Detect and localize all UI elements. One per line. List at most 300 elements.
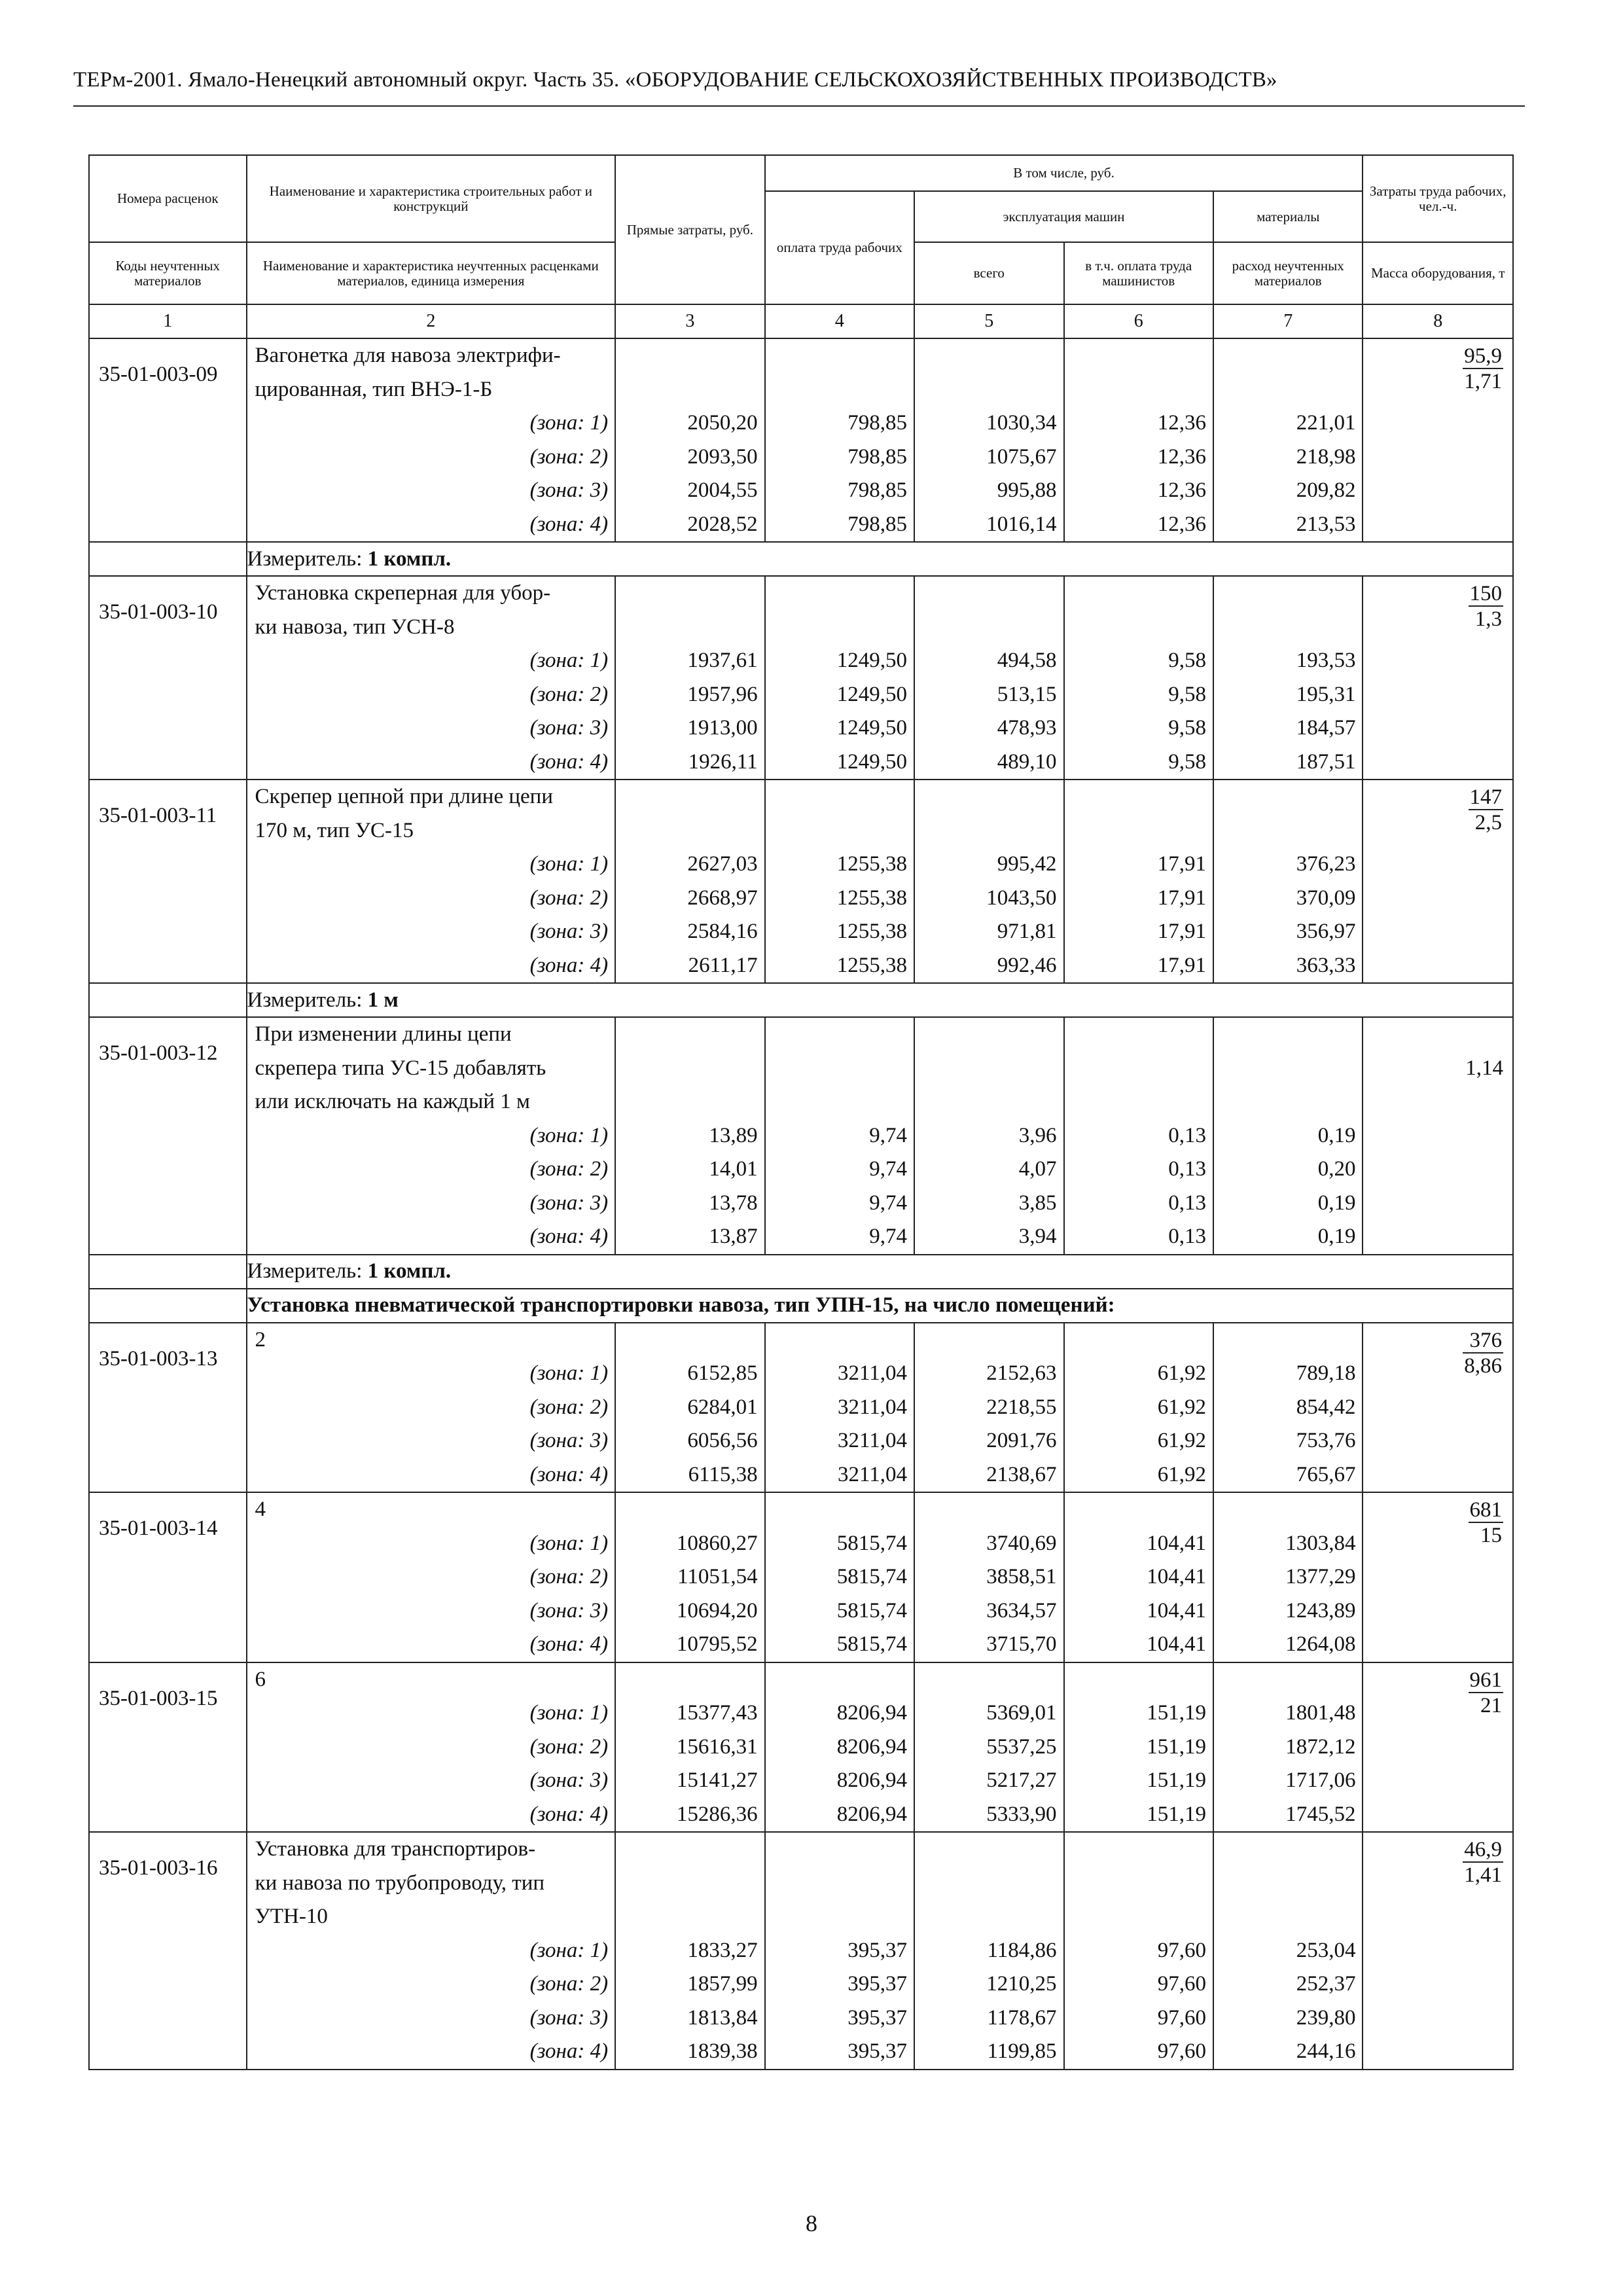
direct-costs-value: 10860,27 [676,1531,758,1555]
spacer [1214,1323,1363,1357]
labor-hours-value: 46,9 [1464,1838,1502,1861]
machines-total-value: 3740,69 [986,1531,1057,1555]
spacer [1065,814,1213,848]
worker-wages-value: 395,37 [847,2005,908,2030]
machinist-wages-value: 17,91 [1157,920,1206,943]
spacer [1214,1833,1363,1867]
direct-costs-value: 6152,85 [687,1361,758,1385]
spacer [766,1900,914,1934]
column-number: 8 [1363,304,1513,338]
machines-total-value: 1210,25 [986,1972,1057,1996]
machines-total-value: 2138,67 [986,1462,1057,1486]
estimate-code: 35-01-003-10 [89,576,247,780]
equipment-mass-cell [1363,780,1513,983]
worker-wages-value: 3211,04 [838,1395,908,1419]
spacer [1214,1493,1363,1527]
estimate-code: 35-01-003-09 [89,338,247,542]
spacer [616,1493,764,1527]
estimate-row [89,1832,1513,2070]
labor-mass-fraction [1463,1330,1503,1377]
spacer [915,373,1063,407]
worker-wages-value: 1249,50 [836,682,908,706]
estimate-name-line: Установка скреперная для убор- [255,581,551,605]
spacer [1214,780,1363,814]
zone-label: (зона: 3) [529,2005,609,2030]
measure-unit-code-cell [89,542,247,576]
machinist-wages-value: 9,58 [1168,716,1206,740]
worker-wages-value: 8206,94 [836,1734,908,1759]
measure-unit-row [89,542,1513,576]
spacer [915,1900,1063,1934]
direct-costs-value-cell [615,1662,764,1833]
materials-value: 1243,89 [1285,1598,1356,1623]
materials-value-cell [1213,338,1363,542]
zone-label: (зона: 1) [529,1938,609,1962]
worker-wages-value: 3211,04 [838,1361,908,1385]
materials-value: 187,51 [1296,749,1356,774]
zone-label: (зона: 3) [529,1191,609,1215]
estimate-name-line: 4 [255,1498,266,1521]
machinist-wages-value: 0,13 [1168,1191,1206,1215]
materials-value: 753,76 [1296,1429,1356,1452]
materials-value-cell [1213,1662,1363,1833]
machines-total-value: 992,46 [997,953,1057,977]
col-header-material-names: Наименование и характеристика неучтенных расценками материалов, единица измерения [247,242,616,304]
materials-value: 252,37 [1296,1972,1356,1996]
measure-unit-value: 1 м [367,988,399,1012]
equipment-mass-cell [1363,338,1513,542]
worker-wages-value: 8206,94 [836,1701,908,1725]
estimate-name-line: Скрепер цепной при длине цепи [255,785,553,808]
estimate-name-cell [247,576,616,780]
measure-unit-label: Измеритель: [247,1259,368,1283]
equipment-mass-cell [1363,1017,1513,1255]
machinist-wages-value: 12,36 [1157,478,1206,502]
direct-costs-value: 6115,38 [688,1462,758,1486]
spacer [766,814,914,848]
zone-label: (зона: 1) [529,1361,609,1385]
equipment-mass-cell [1363,1323,1513,1493]
machines-total-value: 1016,14 [986,512,1057,536]
zone-label: (зона: 1) [529,649,609,672]
zone-label: (зона: 3) [529,1768,609,1792]
machines-total-value: 995,42 [997,852,1057,876]
worker-wages-value: 9,74 [869,1123,908,1147]
col-header-codes-top: Номера расценок [89,155,247,242]
direct-costs-value: 15377,43 [676,1701,758,1725]
worker-wages-value-cell [765,1017,914,1255]
spacer [915,339,1063,373]
measure-unit-label: Измеритель: [247,547,368,571]
estimate-row [89,576,1513,780]
materials-value: 765,67 [1296,1462,1356,1486]
machinist-wages-value: 61,92 [1157,1395,1206,1419]
measure-unit-label: Измеритель: [247,988,368,1012]
spacer [1065,373,1213,407]
column-number: 5 [914,304,1063,338]
materials-value: 1303,84 [1285,1531,1356,1555]
estimate-name-cell [247,1492,616,1662]
machines-total-value: 489,10 [997,749,1057,774]
direct-costs-value: 14,01 [709,1157,758,1181]
estimate-code: 35-01-003-12 [89,1017,247,1255]
worker-wages-value: 1249,50 [836,716,908,740]
section-heading-row [89,1289,1513,1323]
estimates-table [88,154,1514,2070]
spacer [915,1833,1063,1867]
zone-label: (зона: 1) [529,1531,609,1555]
spacer [1065,1493,1213,1527]
col-header-equipment-mass: Масса оборудования, т [1363,242,1513,304]
machines-total-value-cell [914,1017,1063,1255]
worker-wages-value: 395,37 [847,1972,908,1996]
col-header-direct-costs: Прямые затраты, руб. [615,155,764,304]
machinist-wages-value: 97,60 [1157,2005,1206,2030]
machinist-wages-value-cell [1064,780,1213,983]
measure-unit-cell [247,542,1513,576]
machinist-wages-value: 61,92 [1157,1429,1206,1452]
measure-unit-code-cell [89,1255,247,1289]
worker-wages-value: 8206,94 [836,1802,908,1826]
spacer [915,1493,1063,1527]
spacer [1214,373,1363,407]
spacer [616,577,764,611]
zone-label: (зона: 3) [529,920,609,943]
estimate-row [89,780,1513,983]
zone-label: (зона: 2) [529,1972,609,1996]
equipment-mass-value: 15 [1480,1524,1502,1547]
labor-hours-value: 147 [1469,785,1502,809]
zone-label: (зона: 4) [529,953,609,977]
machinist-wages-value: 151,19 [1147,1802,1206,1826]
spacer [1065,1867,1213,1901]
direct-costs-value-cell [615,1323,764,1493]
spacer [1214,814,1363,848]
labor-hours-value: 150 [1469,582,1502,605]
spacer [915,611,1063,645]
spacer [915,814,1063,848]
labor-mass-fraction [1463,346,1503,393]
estimate-code: 35-01-003-15 [89,1662,247,1833]
labor-hours-value: 376 [1463,1330,1503,1354]
col-header-labor-costs: Затраты труда рабочих, чел.-ч. [1363,155,1513,242]
spacer [616,1900,764,1934]
equipment-mass-value: 1,41 [1464,1863,1502,1887]
zone-label: (зона: 4) [529,749,609,774]
materials-value: 1264,08 [1285,1632,1356,1656]
spacer [766,611,914,645]
spacer [766,1663,914,1697]
estimate-name-line: или исключать на каждый 1 м [255,1090,530,1113]
materials-value-cell [1213,1492,1363,1662]
materials-value: 854,42 [1296,1395,1356,1419]
spacer [766,780,914,814]
estimate-name-line: скрепера типа УС-15 добавлять [255,1056,546,1080]
spacer [766,339,914,373]
worker-wages-value: 9,74 [869,1191,908,1215]
equipment-mass-cell [1363,1662,1513,1833]
machinist-wages-value: 97,60 [1157,1972,1206,1996]
machines-total-value: 1075,67 [986,444,1057,469]
zone-label: (зона: 2) [529,682,609,706]
materials-value: 789,18 [1296,1361,1356,1385]
zone-label: (зона: 3) [529,716,609,740]
materials-value: 209,82 [1296,478,1356,502]
machines-total-value: 995,88 [997,478,1057,502]
zone-label: (зона: 3) [529,1429,609,1452]
spacer [1065,1085,1213,1119]
estimate-name-line: 2 [255,1327,266,1352]
machines-total-value: 494,58 [997,649,1057,672]
spacer [616,1018,764,1052]
spacer [1363,1018,1503,1052]
section-heading-code-cell [89,1289,247,1323]
materials-value-cell [1213,576,1363,780]
col-header-unaccounted-materials: расход неучтенных материалов [1213,242,1363,304]
spacer [1065,1833,1213,1867]
spacer [1214,1867,1363,1901]
materials-value-cell [1213,1017,1363,1255]
spacer [616,814,764,848]
col-header-material-codes: Коды неучтенных материалов [89,242,247,304]
materials-value: 356,97 [1296,920,1356,943]
worker-wages-value-cell [765,1492,914,1662]
zone-label: (зона: 3) [529,1598,609,1623]
direct-costs-value: 6056,56 [687,1429,758,1452]
machinist-wages-value: 17,91 [1157,953,1206,977]
machinist-wages-value-cell [1064,1662,1213,1833]
direct-costs-value: 1857,99 [687,1972,758,1996]
col-header-machines-total: всего [914,242,1063,304]
estimate-name-cell [247,1662,616,1833]
materials-value: 221,01 [1296,411,1356,435]
direct-costs-value: 13,78 [709,1191,758,1215]
machines-total-value-cell [914,1492,1063,1662]
machinist-wages-value-cell [1064,1323,1213,1493]
estimate-name-line: При изменении длины цепи [255,1022,512,1046]
materials-value: 1801,48 [1285,1701,1356,1725]
machines-total-value: 1199,85 [987,2039,1057,2063]
materials-value: 1377,29 [1285,1565,1356,1588]
machines-total-value: 2218,55 [986,1395,1057,1419]
spacer [766,1493,914,1527]
labor-mass-fraction [1469,583,1504,630]
machines-total-value-cell [914,1323,1063,1493]
machinist-wages-value: 17,91 [1157,886,1206,910]
machines-total-value-cell [914,576,1063,780]
machines-total-value: 3,94 [1018,1225,1057,1248]
labor-mass-fraction [1469,1670,1504,1717]
worker-wages-value: 798,85 [847,512,908,536]
spacer [616,1323,764,1357]
col-header-machines: эксплуатация машин [914,191,1213,242]
zone-label: (зона: 1) [529,852,609,876]
estimate-name-line: 170 м, тип УС-15 [255,818,414,842]
spacer [915,577,1063,611]
direct-costs-value-cell [615,1492,764,1662]
spacer [1065,780,1213,814]
labor-hours-value: 961 [1469,1668,1502,1692]
materials-value: 1745,52 [1285,1802,1356,1826]
direct-costs-value-cell [615,576,764,780]
worker-wages-value: 9,74 [869,1157,908,1181]
materials-value: 370,09 [1296,886,1356,910]
direct-costs-value: 2584,16 [687,920,758,943]
zone-label: (зона: 3) [529,478,609,502]
machines-total-value: 5369,01 [986,1701,1057,1725]
spacer [766,1018,914,1052]
column-number: 1 [89,304,247,338]
materials-value: 193,53 [1296,649,1356,672]
direct-costs-value: 2668,97 [687,886,758,910]
spacer [1214,1018,1363,1052]
worker-wages-value-cell [765,576,914,780]
spacer [766,1323,914,1357]
machines-total-value: 1184,86 [987,1938,1057,1962]
spacer [915,1018,1063,1052]
spacer [915,1085,1063,1119]
spacer [1065,1052,1213,1086]
col-header-machinist-wages: в т.ч. оплата труда машинистов [1064,242,1213,304]
machines-total-value-cell [914,338,1063,542]
direct-costs-value: 10694,20 [676,1598,758,1623]
spacer [915,1867,1063,1901]
zone-label: (зона: 4) [529,1462,609,1486]
materials-value-cell [1213,780,1363,983]
spacer [616,1052,764,1086]
machines-total-value-cell [914,1832,1063,2070]
labor-hours-value: 681 [1469,1498,1502,1522]
spacer [1214,339,1363,373]
labor-mass-fraction [1469,787,1504,834]
machines-total-value: 2152,63 [986,1361,1057,1385]
machinist-wages-value: 97,60 [1157,1938,1206,1962]
spacer [616,1833,764,1867]
machines-total-value: 5333,90 [986,1802,1057,1826]
labor-mass-fraction [1469,1499,1504,1547]
materials-value: 363,33 [1296,953,1356,977]
machinist-wages-value: 151,19 [1147,1768,1206,1792]
machinist-wages-value: 12,36 [1157,444,1206,469]
worker-wages-value: 5815,74 [836,1632,908,1656]
machinist-wages-value: 104,41 [1147,1565,1206,1588]
machinist-wages-value: 12,36 [1157,512,1206,536]
materials-value: 0,19 [1317,1123,1356,1147]
worker-wages-value: 5815,74 [836,1598,908,1623]
equipment-mass-value: 8,86 [1464,1354,1502,1378]
zone-label: (зона: 2) [529,1565,609,1588]
estimate-code: 35-01-003-13 [89,1323,247,1493]
machinist-wages-value: 97,60 [1157,2039,1206,2063]
spacer [616,780,764,814]
machinist-wages-value-cell [1064,1832,1213,2070]
spacer [1214,1052,1363,1086]
direct-costs-value: 13,89 [709,1123,758,1147]
direct-costs-value: 15286,36 [676,1802,758,1826]
estimate-name-cell [247,780,616,983]
machines-total-value: 5217,27 [986,1768,1057,1792]
worker-wages-value-cell [765,1832,914,2070]
direct-costs-value: 11051,54 [677,1565,758,1588]
machines-total-value: 1178,67 [987,2005,1057,2030]
estimate-code: 35-01-003-11 [89,780,247,983]
machines-total-value: 3634,57 [986,1598,1057,1623]
spacer [766,1833,914,1867]
spacer [1214,1085,1363,1119]
estimate-row [89,1492,1513,1662]
machinist-wages-value: 9,58 [1168,749,1206,774]
zone-label: (зона: 1) [529,1701,609,1725]
estimate-name-line: УТН-10 [255,1905,328,1928]
worker-wages-value-cell [765,780,914,983]
materials-value: 0,19 [1317,1191,1356,1215]
machines-total-value: 513,15 [997,682,1057,706]
materials-value: 239,80 [1296,2005,1356,2030]
direct-costs-value: 2627,03 [687,852,758,876]
direct-costs-value: 2050,20 [687,411,758,435]
machines-total-value-cell [914,780,1063,983]
estimate-name-cell [247,1832,616,2070]
worker-wages-value: 9,74 [869,1225,908,1248]
estimate-row [89,338,1513,542]
spacer [616,1867,764,1901]
materials-value: 244,16 [1296,2039,1356,2063]
col-header-group-including: В том числе, руб. [765,155,1363,191]
estimate-name-line: ки навоза по трубопроводу, тип [255,1871,545,1895]
machinist-wages-value: 9,58 [1168,682,1206,706]
spacer [766,1052,914,1086]
machines-total-value: 5537,25 [986,1734,1057,1759]
direct-costs-value: 2028,52 [687,512,758,536]
materials-value: 0,20 [1317,1157,1356,1181]
estimate-row [89,1323,1513,1493]
equipment-mass-cell [1363,1492,1513,1662]
direct-costs-value: 15141,27 [676,1768,758,1792]
machinist-wages-value: 9,58 [1168,649,1206,672]
worker-wages-value: 1255,38 [836,920,908,943]
machinist-wages-value: 61,92 [1157,1462,1206,1486]
machinist-wages-value: 104,41 [1147,1531,1206,1555]
machines-total-value: 2091,76 [986,1429,1057,1452]
direct-costs-value: 1926,11 [688,749,758,774]
spacer [616,339,764,373]
estimate-row [89,1017,1513,1255]
worker-wages-value-cell [765,338,914,542]
spacer [766,1085,914,1119]
spacer [1065,577,1213,611]
worker-wages-value-cell [765,1323,914,1493]
labor-hours-value: 1,14 [1465,1056,1503,1080]
worker-wages-value: 798,85 [847,444,908,469]
direct-costs-value: 1813,84 [687,2005,758,2030]
worker-wages-value: 395,37 [847,1938,908,1962]
materials-value: 376,23 [1296,852,1356,876]
materials-value: 195,31 [1296,682,1356,706]
estimate-row [89,1662,1513,1833]
zone-label: (зона: 1) [529,1123,609,1147]
direct-costs-value: 1937,61 [687,649,758,672]
direct-costs-value: 15616,31 [676,1734,758,1759]
machinist-wages-value-cell [1064,338,1213,542]
labor-hours-value: 95,9 [1464,344,1502,368]
zone-label: (зона: 1) [529,411,609,435]
machinist-wages-value-cell [1064,1492,1213,1662]
equipment-mass-value: 1,3 [1474,607,1502,631]
zone-label: (зона: 4) [529,1632,609,1656]
worker-wages-value: 1255,38 [836,886,908,910]
direct-costs-value: 13,87 [709,1225,758,1248]
column-number: 7 [1213,304,1363,338]
